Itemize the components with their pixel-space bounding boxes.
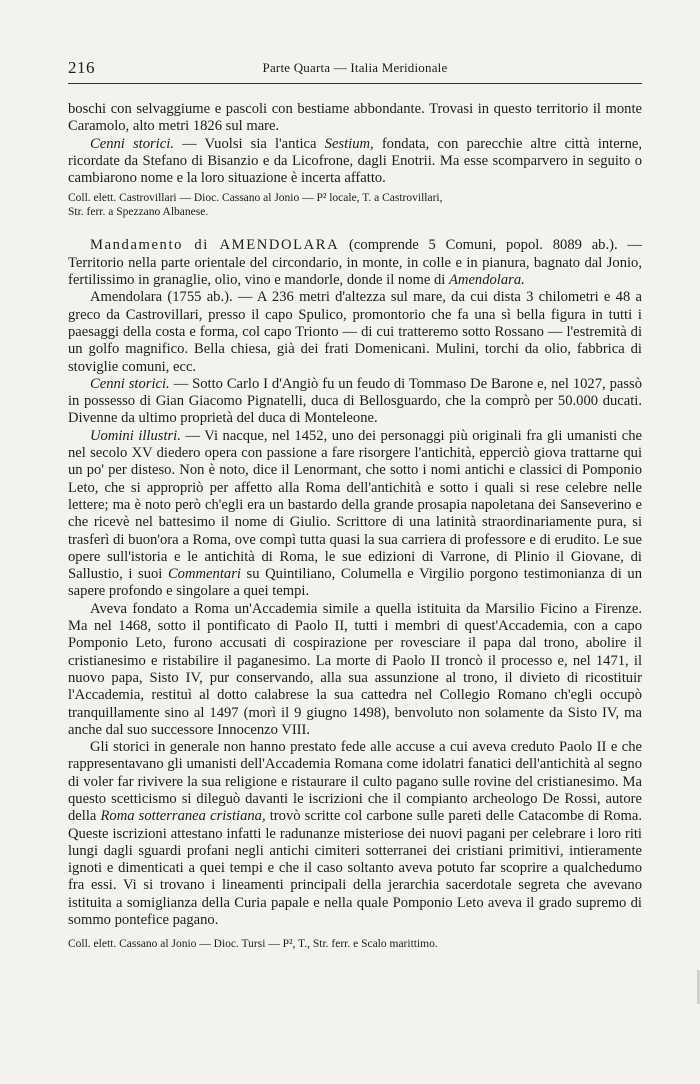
electoral-info-castrovillari: Coll. elett. Castrovillari — Dioc. Cassano al Jonio — P² locale, T. a Castrovillari, Str. ferr. a Spezzano Albanese. (68, 192, 443, 219)
section-heading: Mandamento di AMENDOLARA (90, 237, 340, 254)
paragraph-continuation: boschi con selvaggiume e pascoli con bestiame abbondante. Trovasi in questo territorio il monte Caramolo, alto metri 1826 sul mare. (68, 101, 642, 135)
section-label: Uomini illustri. (90, 427, 181, 444)
paragraph-cenni-storici-amendolara: Cenni storici. — Sotto Carlo I d'Angiò fu un feudo di Tommaso De Barone e, nel 1027, passò in possesso di Gian Giacomo Pignatelli, duca di Bellosguardo, che la comprò per 50.000 ducati. Divenne da ultimo proprietà del duca di Monteleone. (68, 375, 642, 427)
place-name: Sestium, (324, 135, 374, 152)
paragraph-amendolara: Amendolara (1755 ab.). — A 236 metri d'altezza sul mare, da cui dista 3 chilometri e 48 a greco da Castrovillari, presso il capo Spulico, promontorio che fa una sì bella figura in tutti i paesaggi della costa e forma, col capo Trionto — di cui tratteremo sotto Rossano — l'estremità di un golfo magnifico. Bella chiesa, già dei frati Domenicani. Mulini, torchi da olio, fabbrica di stoviglie comuni, ecc. (68, 289, 642, 375)
electoral-info-amendolara: Coll. elett. Cassano al Jonio — Dioc. Tursi — P², T., Str. ferr. e Scalo marittimo. (68, 938, 438, 951)
paragraph-mandamento-amendolara: Mandamento di AMENDOLARA (comprende 5 Comuni, popol. 8089 ab.). — Territorio nella parte orientale del circondario, in monte, in colle e in pianura, bagnato dal Jonio, fertilissimo in granaglie, olio, vino e mandorle, donde il nome di Amendolara. (68, 237, 642, 289)
page-body (68, 101, 642, 957)
work-title: Commentari (167, 566, 241, 583)
running-head (68, 58, 642, 80)
place-name: Amendolara. (448, 272, 525, 289)
section-label: Cenni storici. (90, 375, 170, 392)
page-number: 216 (68, 58, 95, 77)
running-head-title: Parte Quarta — Italia Meridionale (262, 60, 448, 75)
spacer (68, 225, 642, 237)
paragraph-storici: Gli storici in generale non hanno prestato fede alle accuse a cui aveva creduto Paolo II e che rappresentavano gli umanisti dell'Accademia Romana come idolatri fanatici dell'antichità al segno di voler far rivivere la sua religione e ristaurare il culto pagano sulle rovine del cristianesimo. Ma questo scetticismo si dileguò davanti le iscrizioni che il compianto archeologo De Rossi, autore della Roma sotterranea cristiana, trovò scritte col carbone sulle pareti delle Catacombe di Roma. Queste iscrizioni attestano infatti le radunanze misteriose dei nuovi pagani per celebrare i loro riti lungi dagli sguardi profani negli antichi cimiteri sotterranei dei cristiani primitivi, intieramente ignoti e dimenticati a quei tempi e che il caso soltanto aveva potuto far scoprire a qualchedumo fra essi. Vi si trovano i lineamenti principali della jerarchia sacerdotale segreta che avevano istituita a somiglianza della Curia papale e nella quale Pomponio Leto aveva il grado supremo di sommo pontefice pagano. (68, 739, 642, 929)
section-label: Cenni storici. (90, 135, 174, 152)
header-rule (68, 83, 642, 84)
paragraph-uomini-illustri: Uomini illustri. — Vi nacque, nel 1452, uno dei personaggi più originali fra gli umanisti che nel secolo XV diedero opera con passione a fare risorgere l'antichità, epperciò giova trattarne qui un po' per disteso. Non è noto, dice il Lenormant, che sotto i nomi antichi e classici di Pomponio Leto, che si appropriò per affetto alla Roma dell'antichità e sotto i quali si rese celebre nelle lettere; ma è noto però ch'egli era un bastardo della grande prosapia napoletana dei Sanseverino e che ricevè nel battesimo il nome di Giulio. Scrittore di una latinità straordinariamente pura, si trasferì di buon'ora a Roma, ove compì tutta quasi la sua carriera di professore e di erudito. Le sue opere sull'istoria e le antichità di Roma, le sue edizioni di Varrone, di Plinio il Giovane, di Sallustio, i suoi Commentari su Quintiliano, Columella e Virgilio porgono testimonianza di un sapere profondo e singolare a quei tempi. (68, 427, 642, 600)
paragraph-cenni-storici-castrovillari: Cenni storici. — Vuolsi sia l'antica Sestium, fondata, con parecchie altre città interne, ricordate da Stefano di Bisanzio e da Licofrone, dagli Enotrii. Ma esse scomparvero in seguito o cambiarono nome e la loro situazione è incerta affatto. (68, 135, 642, 187)
paragraph-accademia: Aveva fondato a Roma un'Accademia simile a quella istituita da Marsilio Ficino a Firenze. Ma nel 1468, sotto il pontificato di Paolo II, tutti i membri di quest'Accademia, con a capo Pomponio Leto, furono accusati di cospirazione per rovesciare il papa dal trono, abolire il cristianesimo e ristabilire il paganesimo. La morte di Paolo II troncò il processo e, nel 1471, il nuovo papa, Sisto IV, pur conservando, alla sua assunzione al trono, il divieto di ricostituir l'Accademia, restituì al dotto calabrese la sua cattedra nel Collegio Romano ch'egli occupò tranquillamente sino al 1497 (morì il 9 giugno 1498), benvoluto non solamente da Sisto IV, ma anche dal suo successore Innocenzo VIII. (68, 600, 642, 738)
work-title: Roma sotterranea cristiana, (100, 808, 266, 825)
